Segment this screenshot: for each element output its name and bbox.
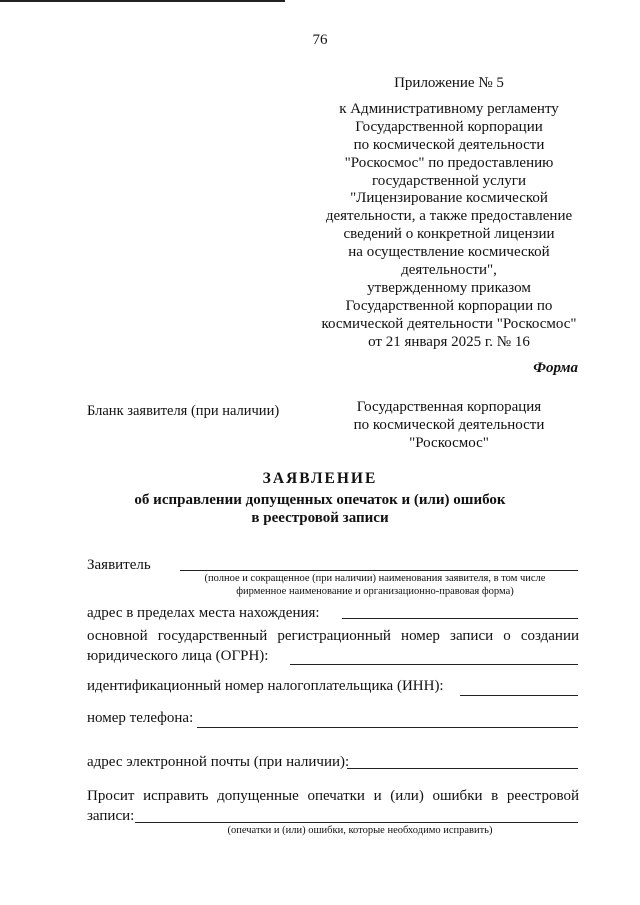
appendix-line: Государственной корпорации [355,118,543,135]
email-label: адрес электронной почты (при наличии): [87,754,350,770]
ogrn-input-line[interactable] [290,664,578,665]
subtitle-line: в реестровой записи [251,510,389,526]
request-note: (опечатки и (или) ошибки, которые необходимо исправить) [227,825,493,836]
request-label-line1: Просит исправить допущенные опечатки и (или) ошибки в реестровой [87,788,579,804]
appendix-line: сведений о конкретной лицензии [343,226,555,243]
appendix-line: деятельности", [401,262,497,279]
appendix-line: "Лицензирование космической [350,190,548,207]
inn-label: идентификационный номер налогоплательщика (ИНН): [87,678,444,694]
phone-label: номер телефона: [87,710,194,726]
applicant-note-line: (полное и сокращенное (при наличии) наименования заявителя, в том числе [204,573,546,584]
appendix-line: по космической деятельности [353,136,545,153]
email-input-line[interactable] [347,768,578,769]
appendix-line: Государственной корпорации по [345,297,553,314]
recipient-line: "Роскосмос" [409,435,489,451]
document-subtitle [0,491,640,527]
appendix-title: Приложение № 5 [394,75,504,91]
inn-input-line[interactable] [460,695,578,696]
appendix-line: деятельности, а также предоставление [325,208,573,225]
phone-input-line[interactable] [197,727,578,728]
applicant-note [150,572,600,598]
recipient-block [338,398,560,452]
address-label: адрес в пределах места нахождения: [87,605,320,621]
applicant-letterhead-label: Бланк заявителя (при наличии) [87,403,280,419]
ogrn-label-line1: основной государственный регистрационный номер записи о создании [87,628,579,644]
page-number: 76 [312,32,328,48]
request-label-line2: записи: [87,808,135,824]
appendix-header [318,75,580,352]
appendix-line: утвержденному приказом [367,279,531,296]
applicant-input-line[interactable] [180,570,578,571]
appendix-line: к Административному регламенту [339,100,559,117]
appendix-line: на осуществление космической [348,244,550,261]
address-input-line[interactable] [342,618,578,619]
document-title: ЗАЯВЛЕНИЕ [262,470,378,487]
recipient-line: по космической деятельности [353,417,545,433]
appendix-line: государственной услуги [372,172,526,189]
subtitle-line: об исправлении допущенных опечаток и (или) ошибок [134,492,506,508]
form-label: Форма [533,360,578,376]
appendix-line: космической деятельности "Роскосмос" [321,315,577,332]
appendix-line: "Роскосмос" по предоставлению [344,154,554,171]
request-input-line[interactable] [135,822,578,823]
top-border-line [0,0,285,2]
applicant-label: Заявитель [87,557,151,573]
ogrn-label-line2: юридического лица (ОГРН): [87,648,269,664]
appendix-line: от 21 января 2025 г. № 16 [368,333,530,350]
recipient-line: Государственная корпорация [356,399,542,415]
applicant-note-line: фирменное наименование и организационно-правовая форма) [236,586,514,597]
